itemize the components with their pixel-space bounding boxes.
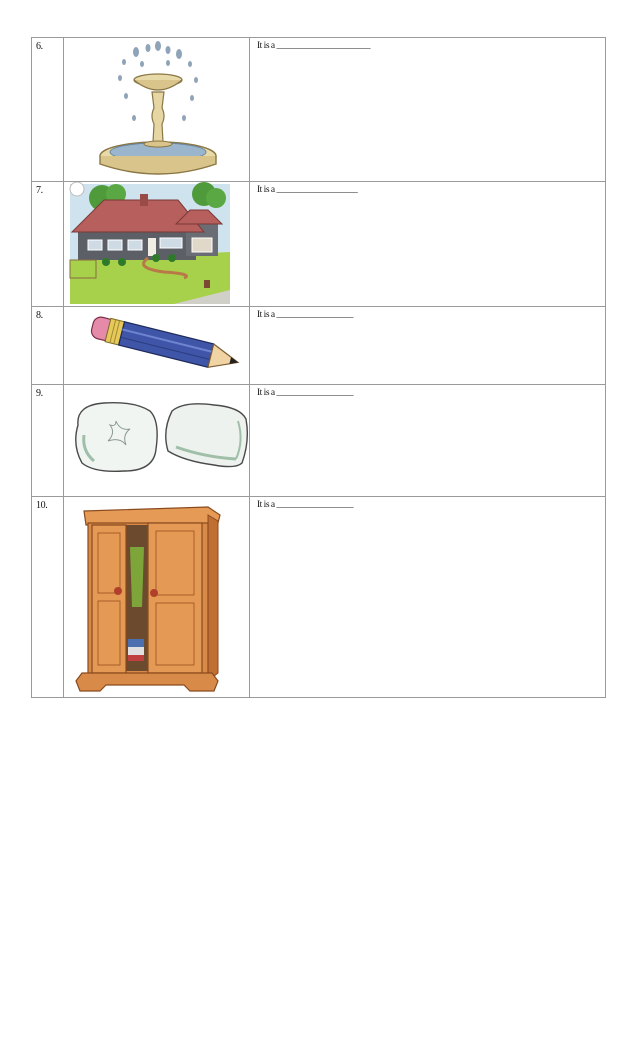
row-number: 6. — [32, 38, 64, 182]
table-row — [32, 385, 606, 497]
fountain-illustration — [64, 38, 250, 182]
row-number: 7. — [32, 182, 64, 307]
table-row — [32, 497, 606, 698]
answer-prompt: It is a __________________ — [250, 497, 606, 698]
worksheet-table — [31, 37, 606, 698]
row-number: 8. — [32, 307, 64, 385]
row-number: 9. — [32, 385, 64, 497]
table-row — [32, 182, 606, 307]
table-row — [32, 307, 606, 385]
pencil-illustration — [64, 307, 250, 385]
table-row — [32, 38, 606, 182]
pillow-illustration — [64, 385, 250, 497]
answer-prompt: It is a __________________ — [250, 385, 606, 497]
answer-prompt: It is a __________________ — [250, 307, 606, 385]
wardrobe-illustration — [64, 497, 250, 698]
house-illustration — [64, 182, 250, 307]
row-number: 10. — [32, 497, 64, 698]
answer-prompt: It is a ______________________ — [250, 38, 606, 182]
answer-prompt: It is a ___________________ — [250, 182, 606, 307]
